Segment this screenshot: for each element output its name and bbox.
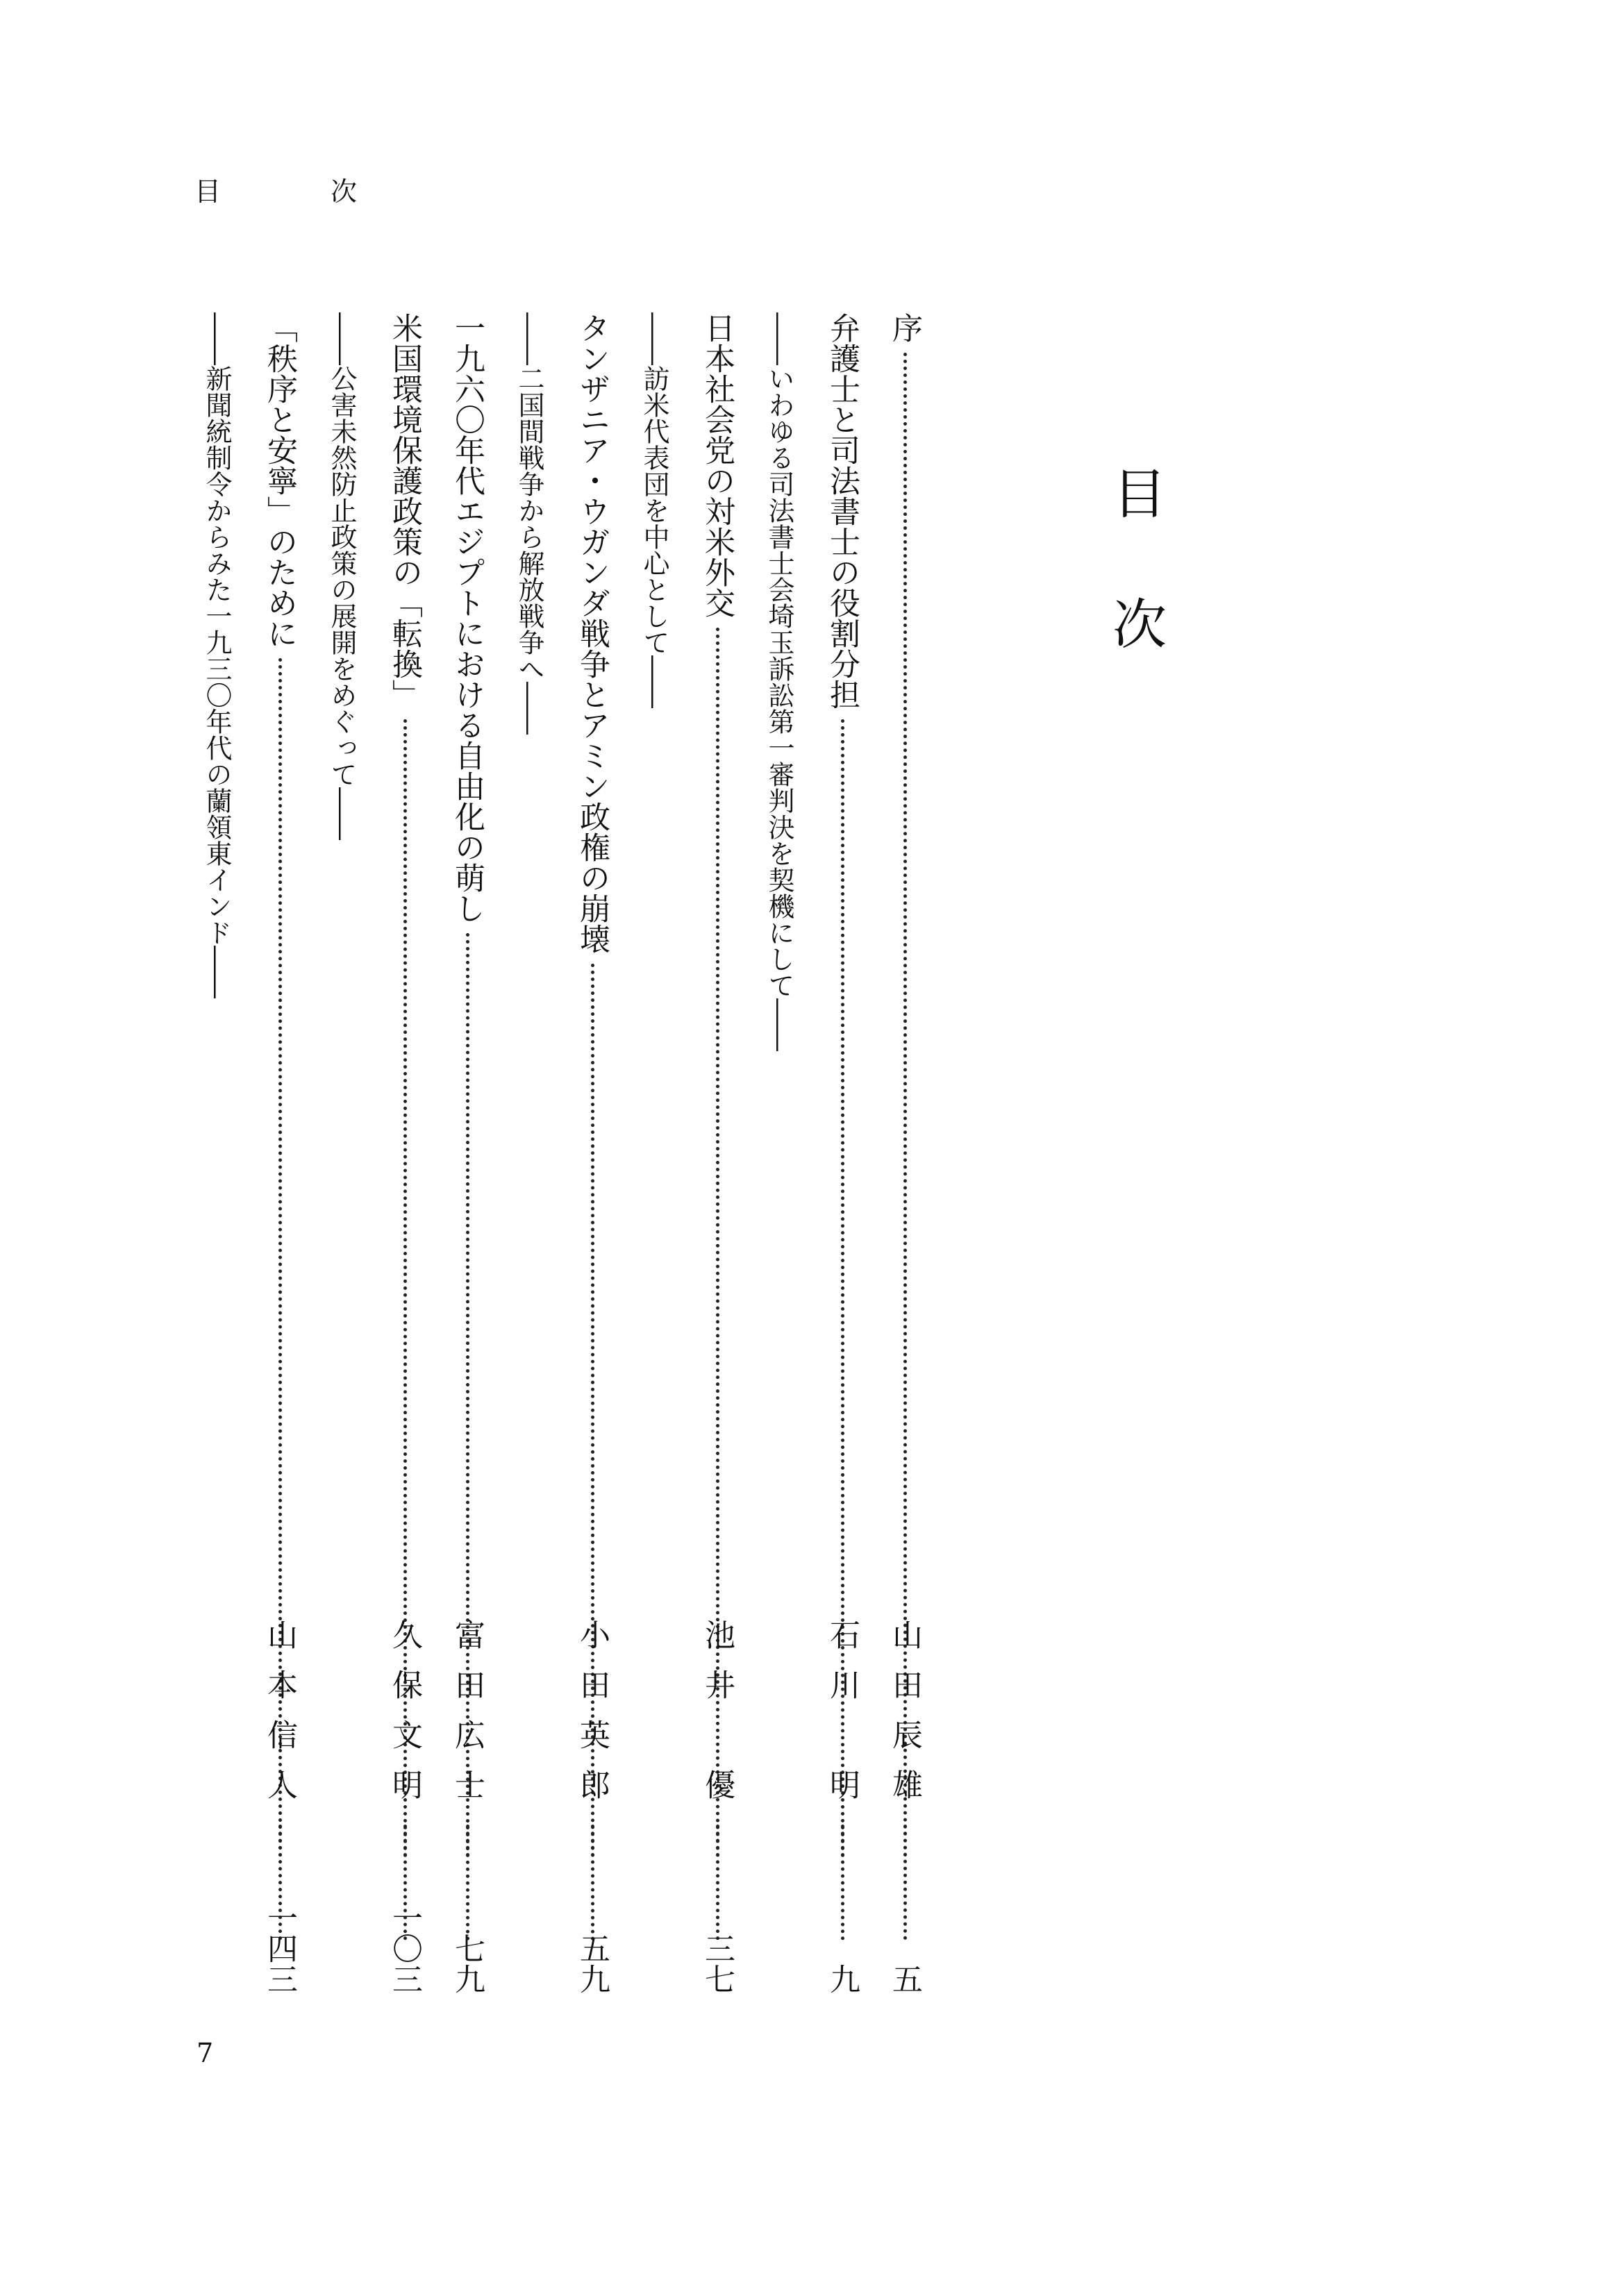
- toc-page-number: 三七: [699, 1933, 735, 1994]
- toc-author-name: 石川 明: [824, 1619, 860, 1819]
- toc-entry-title: 「秩序と安寧」のために: [262, 312, 297, 648]
- toc-author-name: 池井 優: [699, 1619, 735, 1819]
- toc-page-number: 五九: [574, 1933, 610, 1994]
- toc-subtitle: [189, 312, 244, 1215]
- toc-entry-title: 日本社会党の対米外交: [699, 312, 735, 618]
- toc-author-name: 富田広士: [449, 1619, 485, 1819]
- toc-author: [439, 1619, 494, 1994]
- toc-entry-title: 米国環境保護政策の「転換」: [387, 312, 422, 710]
- toc-subtitle: [626, 312, 682, 868]
- toc-entry-title: 序: [887, 312, 922, 343]
- toc-page-number: 七九: [449, 1933, 485, 1994]
- toc-author: [376, 1619, 432, 1994]
- toc-entry-title: タンザニア・ウガンダ戦争とアミン政権の崩壊: [574, 312, 610, 954]
- toc-author: [814, 1619, 869, 1994]
- toc-subtitle: [314, 312, 369, 1007]
- toc-subtitle: [501, 312, 557, 868]
- page-number: 7: [197, 2038, 214, 2068]
- toc-subtitle-text: ――いわゆる司法書士会埼玉訴訟第一審判決を契機にして――: [764, 312, 794, 1051]
- toc-page-number: 一〇三: [387, 1902, 422, 1994]
- toc-subtitle-text: ――新聞統制令からみた一九三〇年代の蘭領東インド――: [201, 312, 232, 998]
- toc-page-number: 五: [887, 1963, 922, 1994]
- toc-author-name: 山田辰雄: [887, 1619, 922, 1819]
- toc-author: [689, 1619, 744, 1994]
- toc-author: [251, 1619, 307, 1994]
- toc-subtitle-text: ――公害未然防止政策の展開をめぐって――: [326, 312, 357, 840]
- dot-leader: [403, 1825, 407, 1857]
- toc-author: [876, 1619, 932, 1994]
- page-title: 目次: [1103, 465, 1166, 726]
- toc-page-number: 九: [824, 1963, 860, 1994]
- toc-entry-title: 弁護士と司法書士の役割分担: [824, 312, 860, 710]
- dot-leader: [591, 1825, 594, 1857]
- dot-leader: [903, 1825, 907, 1857]
- toc-author-name: 山本信人: [262, 1619, 297, 1819]
- toc-author-name: 小田英郎: [574, 1619, 610, 1819]
- toc-entry-title: 一九六〇年代エジプトにおける自由化の萌し: [449, 312, 485, 923]
- toc-subtitle-text: ――二国間戦争から解放戦争へ――: [514, 312, 544, 735]
- dot-leader: [841, 1825, 844, 1857]
- toc-page-number: 一四三: [262, 1902, 297, 1994]
- dot-leader: [466, 1825, 469, 1857]
- toc-subtitle: [751, 312, 807, 1284]
- running-head: 目 次: [194, 176, 399, 207]
- dot-leader: [716, 1825, 719, 1857]
- toc-subtitle-text: ――訪米代表団を中心として――: [639, 312, 669, 708]
- toc-author-name: 久保文明: [387, 1619, 422, 1819]
- dot-leader: [278, 1825, 282, 1857]
- toc-author: [564, 1619, 619, 1994]
